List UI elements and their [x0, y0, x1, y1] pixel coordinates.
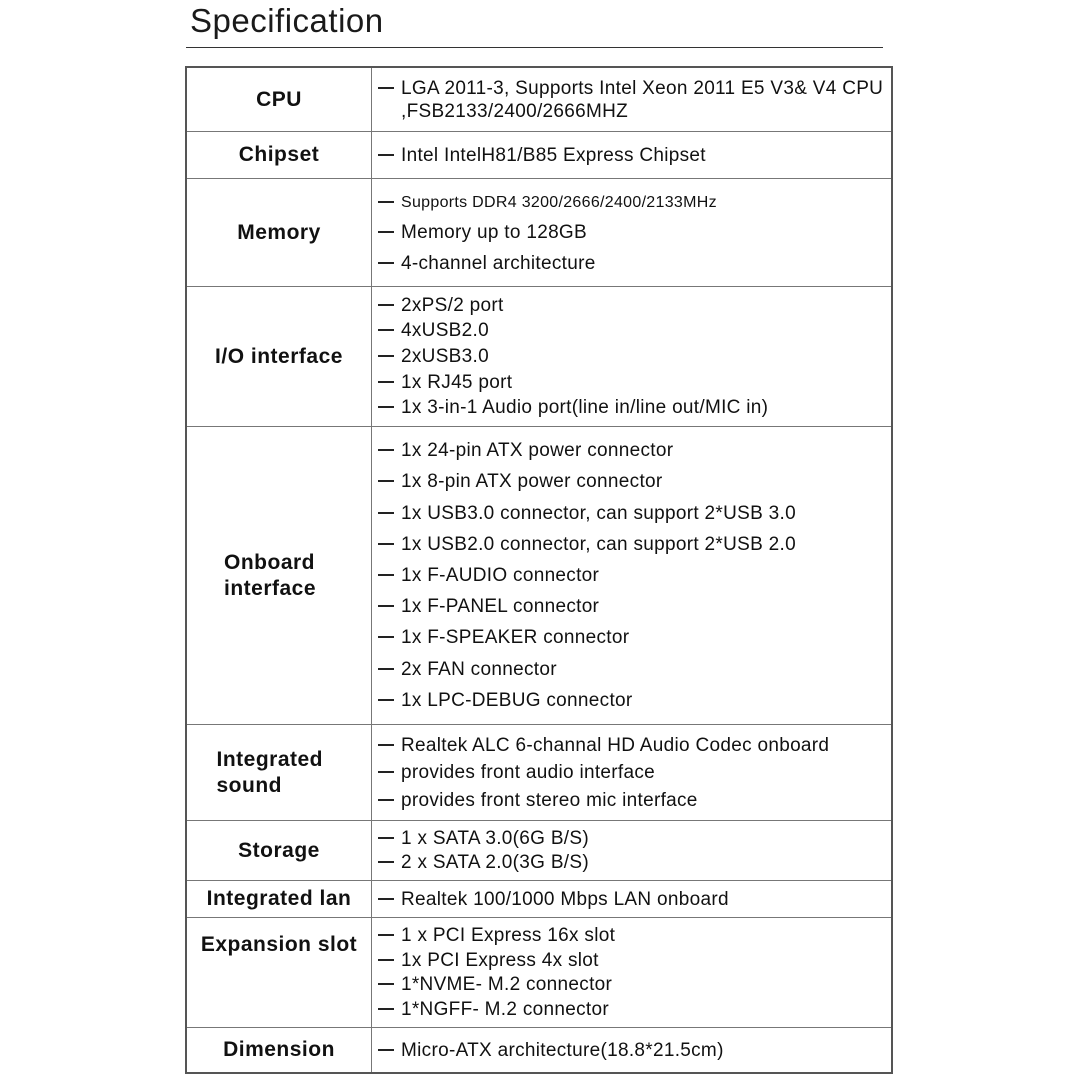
spec-item-text: 1x F-PANEL connector [401, 596, 600, 618]
spec-item [378, 564, 891, 587]
spec-item [378, 502, 891, 525]
spec-item [378, 252, 891, 275]
dash-bullet [378, 699, 394, 701]
spec-item-text: 4xUSB2.0 [401, 320, 489, 342]
spec-row-expansion-slot [187, 918, 891, 1028]
dash-bullet [378, 262, 394, 264]
dash-bullet [378, 861, 394, 863]
spec-label-text: Expansion slot [200, 933, 358, 956]
spec-label-storage [187, 821, 372, 880]
dash-bullet [378, 898, 394, 900]
spec-item [378, 827, 891, 850]
spec-item-text: Micro-ATX architecture(18.8*21.5cm) [401, 1039, 724, 1061]
spec-item-text: 1*NGFF- M.2 connector [401, 999, 609, 1021]
spec-item-text: 1x 24-pin ATX power connector [401, 440, 674, 462]
spec-item-text: provides front stereo mic interface [401, 789, 698, 811]
dash-bullet [378, 201, 394, 203]
spec-item-text: 1x 3-in-1 Audio port(line in/line out/MIC in) [401, 397, 769, 419]
spec-item [378, 345, 891, 368]
spec-item-text: 1*NVME- M.2 connector [401, 974, 613, 996]
dash-bullet [378, 837, 394, 839]
spec-label-text: Chipset [238, 143, 320, 166]
spec-item-text: 1x PCI Express 4x slot [401, 949, 599, 971]
dash-bullet [378, 744, 394, 746]
spec-item-text: 1x USB3.0 connector, can support 2*USB 3.0 [401, 502, 796, 524]
spec-label-io-interface [187, 287, 372, 426]
spec-item-text: 4-channel architecture [401, 252, 596, 274]
spec-item [378, 1039, 891, 1062]
spec-label-integrated-lan [187, 881, 372, 917]
spec-values-cpu [372, 68, 891, 131]
spec-values-onboard-interface [372, 427, 891, 724]
spec-item [378, 439, 891, 462]
spec-item [378, 144, 891, 167]
dash-bullet [378, 355, 394, 357]
spec-item [378, 761, 891, 784]
spec-row-cpu [187, 68, 891, 132]
dash-bullet [378, 543, 394, 545]
spec-item-text: Memory up to 128GB [401, 222, 587, 243]
dash-bullet [378, 1049, 394, 1051]
spec-label-text: Onboard interface [224, 550, 317, 600]
spec-item-text: Intel IntelH81/B85 Express Chipset [401, 144, 706, 166]
spec-item [378, 949, 891, 972]
spec-label-memory [187, 179, 372, 286]
spec-item-text: 2xPS/2 port [401, 294, 504, 316]
dash-bullet [378, 406, 394, 408]
spec-item [378, 470, 891, 493]
spec-values-expansion-slot [372, 918, 891, 1027]
dash-bullet [378, 304, 394, 306]
dash-bullet [378, 771, 394, 773]
spec-item-text: Realtek 100/1000 Mbps LAN onboard [401, 888, 729, 910]
spec-row-memory [187, 179, 891, 287]
spec-item [378, 689, 891, 712]
spec-values-integrated-sound [372, 725, 891, 820]
spec-item [378, 924, 891, 947]
spec-values-dimension [372, 1028, 891, 1072]
specification-table [185, 66, 893, 1074]
spec-item [378, 658, 891, 681]
dash-bullet [378, 329, 394, 331]
dash-bullet [378, 799, 394, 801]
dash-bullet [378, 959, 394, 961]
spec-item [378, 998, 891, 1021]
spec-label-text: CPU [256, 87, 302, 111]
spec-item-text: 1x F-AUDIO connector [401, 564, 600, 586]
spec-item [378, 851, 891, 874]
dash-bullet [378, 934, 394, 936]
dash-bullet [378, 574, 394, 576]
spec-row-onboard-interface [187, 427, 891, 725]
dash-bullet [378, 1008, 394, 1010]
spec-label-text: Dimension [223, 1038, 335, 1061]
spec-item-text: 2x FAN connector [401, 658, 557, 680]
spec-item-text: provides front audio interface [401, 762, 656, 783]
dash-bullet [378, 381, 394, 383]
spec-row-dimension [187, 1028, 891, 1072]
spec-label-cpu [187, 68, 372, 131]
spec-row-integrated-sound [187, 725, 891, 821]
spec-label-text: Storage [238, 838, 320, 862]
spec-row-io-interface [187, 287, 891, 427]
spec-row-integrated-lan [187, 881, 891, 918]
spec-item-text: 1x LPC-DEBUG connector [401, 689, 633, 711]
spec-label-text: Integrated lan [206, 887, 352, 910]
spec-item [378, 294, 891, 317]
spec-row-chipset [187, 132, 891, 179]
dash-bullet [378, 480, 394, 482]
spec-item-text: 1x RJ45 port [401, 371, 513, 393]
spec-item [378, 595, 891, 618]
spec-values-chipset [372, 132, 891, 178]
title-underline [186, 47, 883, 48]
spec-item-text: 2 x SATA 2.0(3G B/S) [401, 852, 589, 874]
spec-item [378, 191, 891, 214]
spec-item [378, 789, 891, 812]
dash-bullet [378, 983, 394, 985]
spec-label-text: I/O interface [215, 344, 343, 368]
spec-label-text: Memory [237, 220, 321, 244]
dash-bullet [378, 154, 394, 156]
spec-item-text: 1x F-SPEAKER connector [401, 627, 630, 649]
dash-bullet [378, 449, 394, 451]
dash-bullet [378, 231, 394, 233]
spec-label-chipset [187, 132, 372, 178]
spec-item-text: 1x USB2.0 connector, can support 2*USB 2.0 [401, 533, 796, 555]
spec-item [378, 371, 891, 394]
spec-item [378, 221, 891, 244]
dash-bullet [378, 605, 394, 607]
spec-label-expansion-slot [187, 918, 372, 1027]
spec-label-dimension [187, 1028, 372, 1072]
spec-item [378, 626, 891, 649]
spec-label-text: Integrated sound [216, 747, 324, 797]
page-title: Specification [190, 2, 384, 39]
spec-values-io-interface [372, 287, 891, 426]
spec-values-storage [372, 821, 891, 880]
spec-item-text: 1 x SATA 3.0(6G B/S) [401, 827, 589, 849]
dash-bullet [378, 668, 394, 670]
spec-row-storage [187, 821, 891, 881]
spec-item-text: 2xUSB3.0 [401, 345, 489, 367]
spec-item-text: Realtek ALC 6-channal HD Audio Codec onboard [401, 734, 830, 756]
dash-bullet [378, 87, 394, 89]
dash-bullet [378, 512, 394, 514]
spec-item [378, 77, 891, 123]
spec-item [378, 888, 891, 911]
spec-item [378, 319, 891, 342]
spec-item-text: LGA 2011-3, Supports Intel Xeon 2011 E5 V3& V4 CPU ,FSB2133/2400/2666MHZ [401, 77, 884, 122]
spec-item [378, 973, 891, 996]
spec-values-integrated-lan [372, 881, 891, 917]
spec-values-memory [372, 179, 891, 286]
spec-item [378, 533, 891, 556]
spec-label-integrated-sound [187, 725, 372, 820]
spec-item [378, 734, 891, 757]
spec-item-text: Supports DDR4 3200/2666/2400/2133MHz [401, 193, 717, 211]
spec-item-text: 1 x PCI Express 16x slot [401, 924, 616, 946]
dash-bullet [378, 636, 394, 638]
spec-item [378, 396, 891, 419]
spec-label-onboard-interface [187, 427, 372, 724]
spec-item-text: 1x 8-pin ATX power connector [401, 471, 663, 493]
